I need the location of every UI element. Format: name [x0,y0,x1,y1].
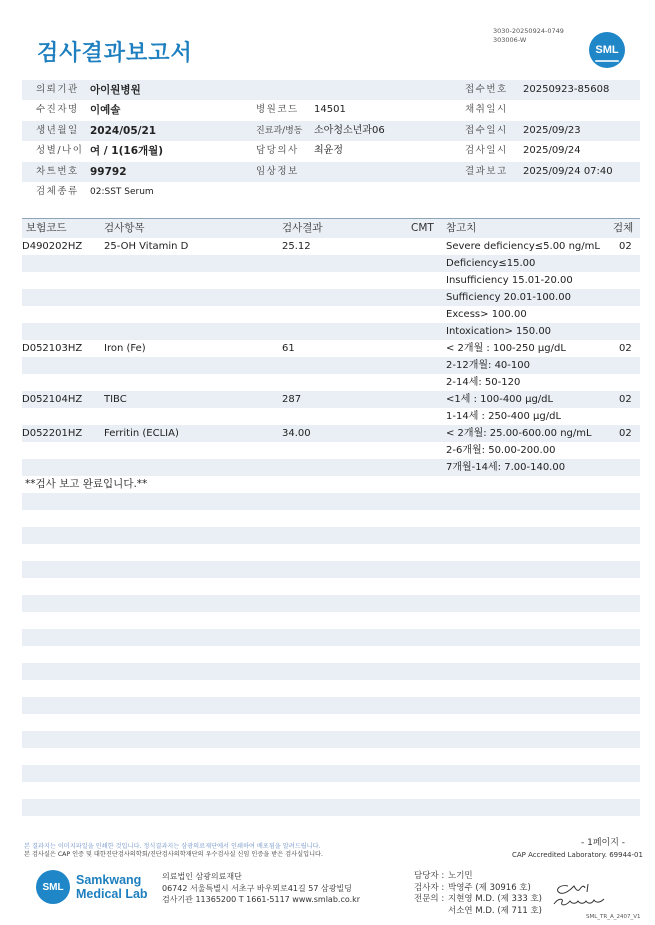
empty-row [22,663,640,680]
patient-info-section [22,80,640,202]
reference-range: Deficiency≤15.00 [446,258,536,269]
signature-image [550,880,610,910]
results-table-body [22,238,640,833]
receipt-no-label: 접수번호 [465,84,508,95]
empty-row [22,612,640,629]
reference-range: 2-14세: 50-120 [446,377,521,388]
empty-row [22,561,640,578]
insurance-code: D490202HZ [22,241,83,252]
sml-footer-logo-icon: SML [36,870,70,904]
table-row [22,255,640,272]
empty-row [22,578,640,595]
empty-row [22,714,640,731]
birth-value: 2024/05/21 [90,124,157,137]
specialist-value-1: 지현영 M.D. (제 333 호) [448,894,543,904]
specimen-value: 02:SST Serum [90,186,154,197]
sml-logo-icon: SML [589,32,625,68]
info-row [22,121,640,141]
cap-accreditation: CAP Accredited Laboratory. 69944-01 [512,851,643,859]
empty-row [22,748,640,765]
reference-range: < 2개월 : 100-250 μg/dL [446,343,566,354]
receipt-date-value: 2025/09/23 [523,124,581,136]
collect-date-label: 채취일시 [465,104,508,116]
header-cmt: CMT [411,222,434,234]
specimen-code: 02 [619,394,632,405]
specialist-label: 전문의 : [414,894,445,904]
insurance-code: D052103HZ [22,343,83,354]
specimen-code: 02 [619,428,632,439]
specimen-label: 검체종류 [36,185,79,197]
results-table-header [22,218,640,238]
insurance-code: D052201HZ [22,428,83,439]
info-row [22,100,640,120]
reference-range: <1세 : 100-400 μg/dL [446,394,554,405]
test-result: 61 [282,343,295,354]
footer-logo [36,870,148,904]
table-row [22,323,640,340]
empty-row [22,765,640,782]
table-row [22,289,640,306]
chart-no-label: 차트번호 [36,165,79,177]
empty-row [22,697,640,714]
header-code: 보험코드 [26,222,67,234]
document-code-2: 303006-W [493,36,527,44]
table-row [22,238,640,255]
page-number: - 1페이지 - [581,838,626,848]
sex-age-value: 여 / 1(16개월) [90,145,164,158]
table-row [22,408,640,425]
institution-label: 의뢰기관 [36,84,79,95]
test-name: Iron (Fe) [104,343,146,354]
table-row [22,357,640,374]
info-row [22,182,640,202]
document-codes [493,27,564,45]
document-code-1: 3030-20250924-0749 [493,27,564,35]
reference-range: 2-6개월: 50.00-200.00 [446,445,556,456]
empty-row [22,731,640,748]
table-row [22,272,640,289]
reference-range: Excess> 100.00 [446,309,527,320]
receipt-no-value: 20250923-85608 [523,84,610,95]
clinical-label: 임상정보 [256,165,299,177]
tester-value: 박영주 (제 30916 호) [448,882,531,893]
reference-range: 2-12개월: 40-100 [446,360,530,371]
reference-range: Sufficiency 20.01-100.00 [446,292,571,303]
test-name: 25-OH Vitamin D [104,241,189,252]
empty-row [22,493,640,510]
hospital-code-value: 14501 [314,104,346,116]
reference-range: 7개월-14세: 7.00-140.00 [446,462,566,473]
empty-row [22,646,640,663]
empty-row [22,629,640,646]
specimen-code: 02 [619,343,632,354]
form-code: SML_TR_A_2407_V1 [586,914,641,920]
empty-row [22,680,640,697]
header-name: 검사항목 [104,222,145,234]
specimen-code: 02 [619,241,632,252]
notice-text: 본 결과지는 이미지파일을 인쇄한 것입니다. 정식결과지는 삼광의료재단에서 인쇄하여 배포됨을 알려드립니다. [24,843,321,850]
reference-range: < 2개월: 25.00-600.00 ng/mL [446,428,592,439]
table-row [22,425,640,442]
empty-row [22,816,640,833]
company-name-line1: Samkwang [76,873,142,887]
reference-range: Insufficiency 15.01-20.00 [446,275,573,286]
staff-label: 담당자 : [414,871,445,881]
empty-row [22,782,640,799]
birth-label: 생년월일 [36,124,79,136]
report-value: 2025/09/24 07:40 [523,165,613,177]
test-date-value: 2025/09/24 [523,145,581,157]
empty-row [22,595,640,612]
table-row [22,306,640,323]
report-title: 검사결과보고서 [37,41,193,66]
header-result: 검사결과 [282,222,323,234]
report-complete-message: **검사 보고 완료입니다.** [25,478,148,490]
empty-row [22,544,640,561]
table-row [22,442,640,459]
reference-range: Severe deficiency≤5.00 ng/mL [446,241,600,252]
doctor-value: 최윤정 [314,145,343,157]
certification-text: 본 검사실은 CAP 인증 및 대한진단검사의학회/진단검사의학재단의 우수검사실 신임 인증을 받은 검사실입니다. [24,851,323,858]
staff-value: 노기민 [448,871,473,881]
info-row [22,141,640,161]
patient-label: 수진자명 [36,104,79,116]
org-address: 06742 서울특별시 서초구 바우뫼로41길 57 삼광빌딩 [162,883,352,893]
empty-row [22,510,640,527]
info-row [22,80,640,100]
table-row [22,391,640,408]
tester-label: 검사자 : [414,882,445,893]
empty-row [22,527,640,544]
header-specimen: 검체 [613,222,634,234]
patient-value: 이예솔 [90,104,121,117]
empty-row [22,799,640,816]
footer-staff-block [414,871,542,917]
doctor-label: 담당의사 [256,145,299,157]
footer-address-block [162,871,360,906]
receipt-date-label: 접수일시 [465,124,508,136]
info-row [22,162,640,182]
reference-range: 1-14세 : 250-400 μg/dL [446,411,562,422]
dept-value: 소아청소년과06 [314,124,385,136]
report-label: 결과보고 [465,165,508,177]
table-row [22,374,640,391]
sex-age-label: 성별/나이 [36,145,84,157]
test-result: 25.12 [282,241,311,252]
org-name: 의료법인 삼광의료재단 [162,872,242,881]
table-row [22,340,640,357]
company-name-line2: Medical Lab [76,887,148,901]
institution-value: 아이원병원 [90,84,141,96]
specialist-value-2: 서소연 M.D. (제 711 호) [448,905,543,916]
reference-range: Intoxication> 150.00 [446,326,552,337]
test-name: TIBC [104,394,127,405]
test-date-label: 검사일시 [465,145,508,157]
dept-label: 진료과/병동 [256,125,303,136]
table-row [22,476,640,493]
test-result: 34.00 [282,428,311,439]
test-result: 287 [282,394,302,405]
footer-company-name [76,873,148,901]
table-row [22,459,640,476]
header-reference: 참고치 [446,222,477,234]
hospital-code-label: 병원코드 [256,104,299,116]
chart-no-value: 99792 [90,165,127,178]
insurance-code: D052104HZ [22,394,83,405]
test-name: Ferritin (ECLIA) [104,428,179,439]
org-contact: 검사기관 11365200 T 1661-5117 www.smlab.co.kr [162,895,361,904]
